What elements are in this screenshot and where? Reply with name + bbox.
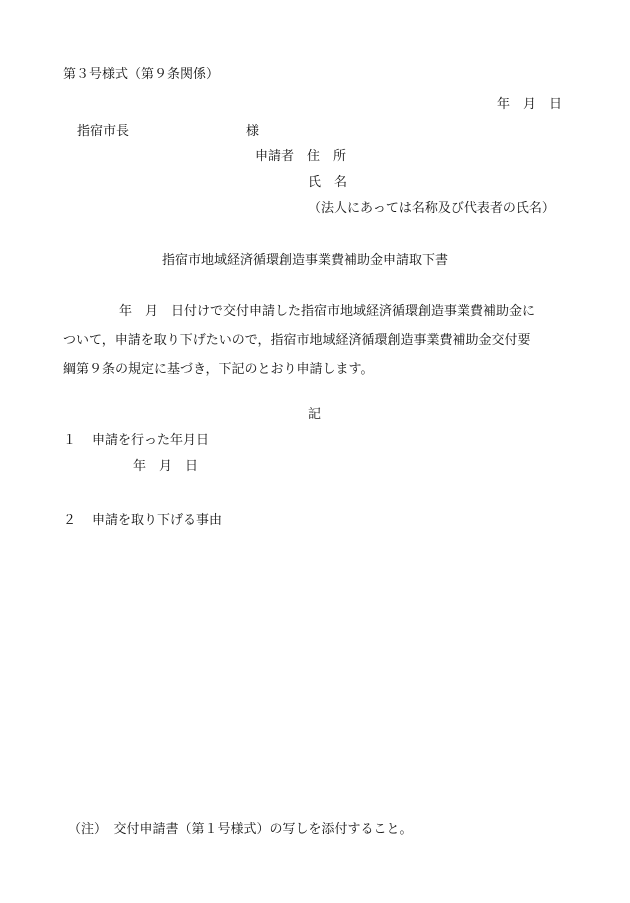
item-1-label: 申請を行った年月日 bbox=[92, 433, 210, 448]
date-line: 年 月 日 bbox=[497, 97, 563, 112]
ki-heading: 記 bbox=[308, 407, 322, 422]
body-line-3: 綱第９条の規定に基づき，下記のとおり申請します。 bbox=[63, 362, 374, 377]
corporate-note: （法人にあっては名称及び代表者の氏名） bbox=[308, 201, 555, 216]
form-number: 第３号様式（第９条関係） bbox=[63, 67, 220, 82]
body-line-1: 年 月 日付けで交付申請した指宿市地域経済循環創造事業費補助金に bbox=[119, 304, 536, 319]
item-1-date-value: 年 月 日 bbox=[133, 459, 199, 474]
item-2-label: 申請を取り下げる事由 bbox=[92, 513, 223, 528]
body-paragraph bbox=[63, 297, 573, 384]
body-line-2: ついて，申請を取り下げたいので，指宿市地域経済循環創造事業費補助金交付要 bbox=[63, 333, 531, 348]
item-1-number: １ bbox=[63, 433, 77, 448]
document-title: 指宿市地域経済循環創造事業費補助金申請取下書 bbox=[162, 253, 449, 268]
footnote: （注） 交付申請書（第１号様式）の写しを添付すること。 bbox=[68, 822, 413, 837]
applicant-name-label: 氏 名 bbox=[308, 175, 348, 190]
applicant-address-label: 申請者 住 所 bbox=[255, 149, 347, 164]
addressee: 指宿市長 様 bbox=[77, 124, 260, 139]
item-2-number: ２ bbox=[63, 513, 77, 528]
